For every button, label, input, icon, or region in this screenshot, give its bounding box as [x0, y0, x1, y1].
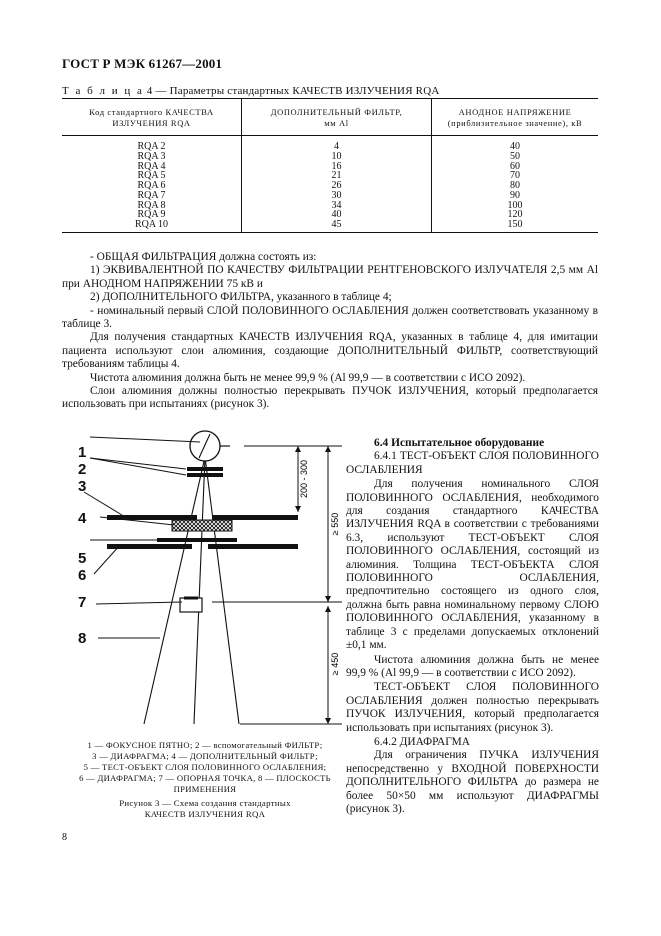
paragraph: Для получения стандартных КАЧЕСТВ ИЗЛУЧЕНИЯ RQA, указанных в таблице 4, для имитации пациента используют слои алюминия, создающие ДОПОЛНИТЕЛЬНЫЙ ФИЛЬТР, соответствующий требованиям таблицы 4.: [62, 331, 598, 371]
paragraph: Для получения номинального СЛОЯ ПОЛОВИННОГО ОСЛАБЛЕНИЯ, необходимого для создания стандартного КАЧЕСТВА ИЗЛУЧЕНИЯ RQA в соответствии с требованиями 6.3, используют ТЕСТ-ОБЪЕКТ СЛОЯ ПОЛОВИННОГО ОСЛАБЛЕНИЯ, состоящий из алюминия. Толщина ТЕСТ-ОБЪЕКТА СЛОЯ ПОЛОВИННОГО ОСЛАБЛЕНИЯ, предпочтительно состоящего из одного слоя, должна быть равна номинальному первому СЛОЮ ПОЛОВИННОГО ОСЛАБЛЕНИЯ, указанному в таблице 3 с пределами допускаемых отклонений ±0,1 мм.: [346, 478, 599, 652]
dimension-label: 200 - 300: [299, 459, 309, 499]
hvl-test-object: [157, 538, 237, 542]
table-cell: RQA 5: [62, 171, 242, 181]
additional-filter: [172, 520, 232, 531]
table-cell: RQA 10: [62, 220, 242, 232]
body-text: [62, 251, 598, 412]
figure-caption-line: Рисунок 3 — Схема создания стандартных: [119, 798, 291, 808]
table-cell: 60: [510, 160, 520, 172]
table-cell: RQA 6: [62, 181, 242, 191]
paragraph: 2) ДОПОЛНИТЕЛЬНОГО ФИЛЬТРА, указанного в таблице 4;: [90, 291, 392, 304]
dimension-label: ≥ 450: [330, 652, 340, 676]
table-cell: RQA 3: [62, 152, 242, 162]
figure-label: 4: [78, 510, 87, 527]
figure-label: 7: [78, 594, 87, 611]
table-cell: 34: [242, 201, 432, 211]
figure-caption: [62, 798, 348, 820]
dimension-lines: [212, 446, 342, 724]
dimension-label: ≥ 550: [330, 512, 340, 536]
figure-label: 5: [78, 550, 87, 567]
figure-label: 1: [78, 444, 87, 461]
table-cell: 45: [242, 220, 432, 232]
beam-lines: [144, 457, 239, 724]
table-cell: 21: [242, 171, 432, 181]
paragraph: Чистота алюминия должна быть не менее 99,9 % (Al 99,9 — в соответствии с ИСО 2092).: [346, 653, 599, 679]
document-header: ГОСТ Р МЭК 61267—2001: [62, 56, 223, 71]
figure-3-diagram: [62, 424, 348, 736]
subsection-heading: 6.4.2 ДИАФРАГМА: [374, 735, 471, 748]
paragraph: ТЕСТ-ОБЪЕКТ СЛОЯ ПОЛОВИННОГО ОСЛАБЛЕНИЯ должен полностью перекрывать ПУЧОК ИЗЛУЧЕНИЯ, который предполагается использовать при испытаниях (рисунок 3).: [346, 681, 599, 734]
column-header-line: (приблизительное значение), кВ: [447, 118, 583, 128]
legend-line: 5 — ТЕСТ-ОБЪЕКТ СЛОЯ ПОЛОВИННОГО ОСЛАБЛЕНИЯ;: [83, 762, 327, 772]
table-cell: RQA 9: [62, 210, 242, 220]
table-cell: 100: [507, 199, 523, 211]
table-cell: 40: [510, 141, 520, 152]
column-header-filter: [242, 99, 432, 136]
table-cell: 150: [432, 220, 599, 232]
column-header-line: ИЗЛУЧЕНИЯ RQA: [112, 118, 191, 128]
table-row: [62, 136, 598, 152]
auxiliary-filter: [187, 467, 223, 471]
table-caption-prefix: Т а б л и ц а: [62, 85, 144, 97]
figure-label: 8: [78, 630, 87, 647]
column-header-voltage: [432, 99, 599, 136]
diaphragm-plate: [212, 515, 298, 520]
paragraph: - номинальный первый СЛОЙ ПОЛОВИННОГО ОСЛАБЛЕНИЯ должен соответствовать указанному в таблице 3.: [62, 304, 598, 331]
table-cell: RQA 7: [62, 191, 242, 201]
legend-line: ПРИМЕНЕНИЯ: [173, 784, 237, 794]
table-cell: RQA 2: [62, 136, 242, 152]
table-cell: 26: [242, 181, 432, 191]
right-column-text: [346, 437, 599, 816]
table-cell: 4: [242, 136, 432, 152]
figure-legend: [62, 740, 348, 795]
reference-point-box: [180, 598, 202, 612]
paragraph: Чистота алюминия должна быть не менее 99,9 % (Al 99,9 — в соответствии с ИСО 2092).: [90, 371, 526, 384]
table-cell: RQA 4: [62, 162, 242, 172]
table-caption: [62, 85, 440, 97]
section-heading: 6.4 Испытательное оборудование: [374, 437, 545, 449]
table-cell: 30: [242, 191, 432, 201]
legend-line: 1 — ФОКУСНОЕ ПЯТНО; 2 — вспомогательный ФИЛЬТР;: [87, 740, 323, 750]
paragraph: - ОБЩАЯ ФИЛЬТРАЦИЯ должна состоять из:: [90, 251, 317, 263]
figure-label: 2: [78, 461, 87, 478]
table-cell: 70: [510, 170, 520, 182]
column-header-line: мм Al: [324, 118, 349, 128]
figure-caption-line: КАЧЕСТВ ИЗЛУЧЕНИЯ RQA: [144, 809, 266, 819]
paragraph: Слои алюминия должны полностью перекрывать ПУЧОК ИЗЛУЧЕНИЯ, который предполагается использовать при испытаниях (рисунок 3).: [62, 385, 598, 411]
table-cell: 80: [510, 180, 520, 191]
table-row: [62, 220, 598, 232]
table-caption-number: 4: [146, 85, 153, 97]
column-header-line: АНОДНОЕ НАПРЯЖЕНИЕ: [458, 107, 572, 117]
diaphragm-plate: [208, 544, 298, 549]
table-cell: 120: [507, 209, 523, 221]
table-cell: 16: [242, 162, 432, 172]
table-cell: 10: [242, 152, 432, 162]
table-cell: 50: [510, 150, 520, 162]
page-number: 8: [62, 832, 67, 843]
figure-label: 3: [78, 478, 87, 495]
diaphragm-plate: [107, 544, 192, 549]
legend-line: 6 — ДИАФРАГМА; 7 — ОПОРНАЯ ТОЧКА, 8 — ПЛОСКОСТЬ: [79, 773, 331, 783]
table-cell: 40: [242, 210, 432, 220]
table-cell: RQA 8: [62, 201, 242, 211]
table-cell: 90: [510, 189, 520, 201]
column-header-code: [62, 99, 242, 136]
subsection-heading: 6.4.1 ТЕСТ-ОБЪЕКТ СЛОЯ ПОЛОВИННОГО ОСЛАБЛЕНИЯ: [346, 450, 599, 476]
radiation-quality-table: [62, 98, 598, 233]
paragraph: 1) ЭКВИВАЛЕНТНОЙ ПО КАЧЕСТВУ ФИЛЬТРАЦИИ РЕНТГЕНОВСКОГО ИЗЛУЧАТЕЛЯ 2,5 мм Al при АНОДНОМ НАПРЯЖЕНИИ 75 кВ и: [62, 264, 598, 290]
figure-label: 6: [78, 567, 87, 584]
column-header-line: ДОПОЛНИТЕЛЬНЫЙ ФИЛЬТР,: [270, 107, 403, 117]
paragraph: Для ограничения ПУЧКА ИЗЛУЧЕНИЯ непосредственно у ВХОДНОЙ ПОВЕРХНОСТИ ДОПОЛНИТЕЛЬНОГО ФИЛЬТРА до размера не более 50×50 мм используют ДИАФРАГМЫ (рисунок 3).: [346, 749, 599, 815]
column-header-line: Код стандартного КАЧЕСТВА: [89, 107, 214, 117]
auxiliary-filter: [187, 473, 223, 477]
legend-line: 3 — ДИАФРАГМА; 4 — ДОПОЛНИТЕЛЬНЫЙ ФИЛЬТР;: [92, 751, 318, 761]
table-caption-text: — Параметры стандартных КАЧЕСТВ ИЗЛУЧЕНИЯ RQA: [152, 85, 440, 97]
